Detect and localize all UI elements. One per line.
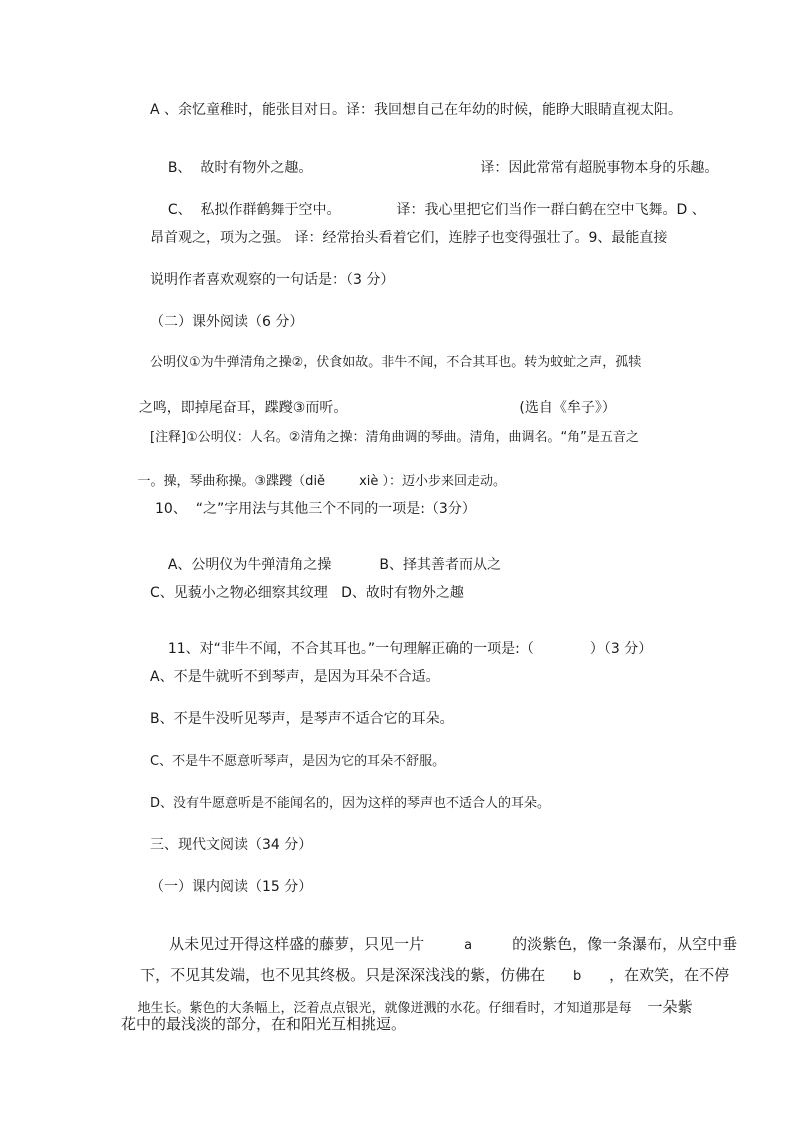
question-10-options-cd: C、见藐小之物必细察其纹理 D、故时有物外之趣 <box>150 585 464 601</box>
question-9: 说明作者喜欢观察的一句话是：（3 分） <box>150 272 395 288</box>
question-11-option-b: B、不是牛没听见琴声，是琴声不适合它的耳朵。 <box>150 711 454 727</box>
section-heading-modern-reading: 三、现代文阅读（34 分） <box>150 837 313 853</box>
question-11 <box>150 628 652 670</box>
option-b-original: B、 故时有物外之趣。 <box>167 160 313 176</box>
section-heading-extracurricular: （二）课外阅读（6 分） <box>150 314 304 330</box>
question-11-text: 11、对“非牛不闻，不合其耳也。”一句理解正确的一项是:（ <box>167 641 534 657</box>
option-c-translation <box>150 189 706 231</box>
question-11-option-d: D、没有牛愿意听是不能闻名的，因为这样的琴声也不适合人的耳朵。 <box>150 796 551 811</box>
passage-text: 从未见过开得这样盛的藤萝，只见一片 <box>169 935 425 953</box>
option-b-translated: 译：因此常常有超脱事物本身的乐趣。 <box>480 160 719 176</box>
blank-a: a <box>464 938 473 953</box>
section-heading-in-class-reading: （一）课内阅读（15 分） <box>150 879 313 895</box>
modern-passage-line-4: 花中的最浅淡的部分，在和阳光互相挑逗。 <box>121 1015 407 1033</box>
classical-passage-line-1: 公明仪①为牛弹清角之操②，伏食如故。非牛不闻，不合其耳也。转为蚊虻之声，孤犊 <box>150 355 642 370</box>
annotation-part-2: xiè ）：迈小步来回走动。 <box>359 474 506 489</box>
annotation-line-1: [注释]①公明仪：人名。②清角之操：清角曲调的琴曲。清角，曲调名。“角”是五音之 <box>150 430 639 445</box>
question-11-option-c: C、不是牛不愿意听琴声，是因为它的耳朵不舒服。 <box>150 754 446 769</box>
option-c-original: C、 私拟作群鹤舞于空中。 <box>167 202 341 218</box>
classical-passage-line-2 <box>121 387 616 429</box>
option-a-translation: A 、余忆童稚时，能张目对日。译：我回想自己在年幼的时候，能睁大眼睛直视太阳。 <box>150 102 683 118</box>
question-10: 10、 “之”字用法与其他三个不同的一项是:（3分） <box>155 501 476 517</box>
option-a: A、公明仪为牛弹清角之操 <box>167 557 332 573</box>
question-11-score: ）（3 分） <box>589 641 653 657</box>
question-11-option-a: A、不是牛就听不到琴声，是因为耳朵不合适。 <box>150 669 440 685</box>
passage-text: 一朵紫 <box>647 998 693 1016</box>
passage-text: 的淡紫色，像一条瀑布，从空中垂 <box>512 935 738 953</box>
blank-b: b <box>572 969 582 984</box>
option-c-translated: 译：我心里把它们当作一群白鹤在空中飞舞。D 、 <box>396 202 706 218</box>
annotation-part-1: 一。操，琴曲称操。③蹀躞（diě <box>137 474 326 489</box>
option-b-translation <box>150 147 718 189</box>
annotation-line-2 <box>121 462 506 501</box>
question-10-options-ab <box>150 544 501 586</box>
passage-text: 下，不见其发端，也不见其终极。只是深深浅浅的紫，仿佛在 <box>140 966 546 984</box>
passage-text: ，在欢笑，在不停 <box>609 966 730 984</box>
option-d-translation: 昂首观之，项为之强。 译：经常抬头看着它们，连脖子也变得强壮了。9、最能直接 <box>150 230 668 246</box>
passage-text: 地生长。紫色的大条幅上，泛着点点银光，就像迸溅的水花。仔细看时，才知道那是每 <box>137 1001 632 1016</box>
option-b: B、择其善者而从之 <box>379 557 501 573</box>
passage-text: 之鸣，即掉尾奋耳，蹀躞③而听。 <box>138 400 348 416</box>
passage-source: (选自《牟子》） <box>519 400 616 416</box>
